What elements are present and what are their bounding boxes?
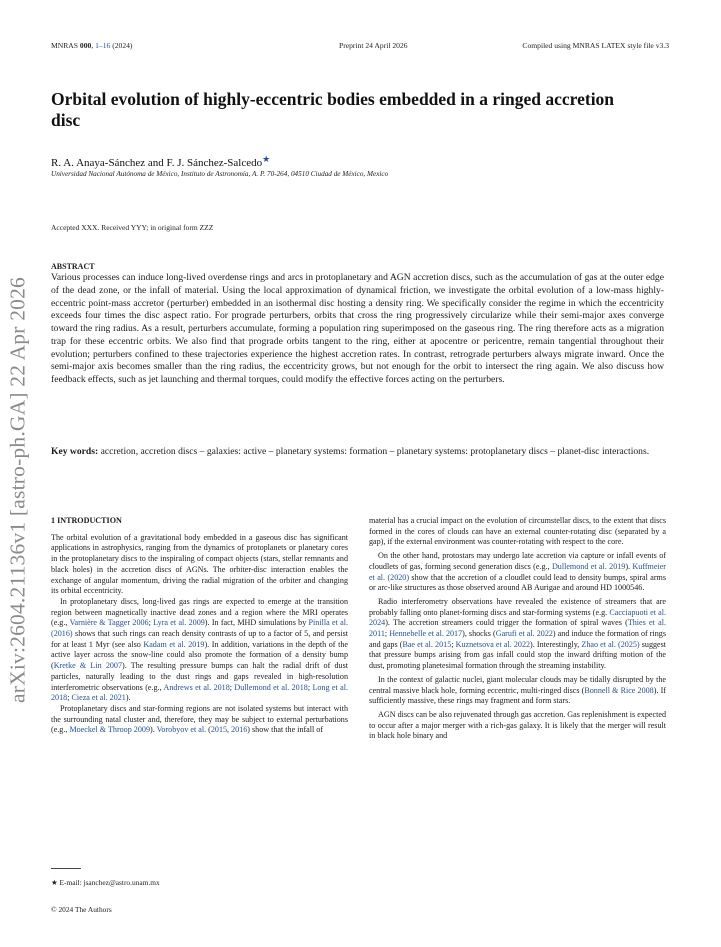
intro-paragraph-3: Protoplanetary discs and star-forming regions are not isolated systems but interact with the surrounding natal cluster and, therefore, they may be subject to external perturbations (e.g., Moeckel & Throop 2009). Vorobyov et al. (2015, 2016) show that the infall of	[51, 703, 348, 735]
footnote-rule	[51, 868, 81, 869]
citation-link[interactable]: Dullemond et al. 2019	[551, 561, 626, 571]
intro-paragraph-3-cont: material has a crucial impact on the evolution of circumstellar discs, to the extent that discs formed in the cores of clouds can have an external counter-rotating disc (separated by a gap), if the external environment was counter-rotating with respect to the core.	[369, 516, 666, 547]
intro-paragraph-1: The orbital evolution of a gravitational body embedded in a gaseous disc has significant applications in astrophysics, ranging from the dynamics of protoplanets or planetary cores in the protoplanetary discs to the inspiraling of compact objects (stars, stellar remnants and black holes) in the accretion discs of AGNs. The orbiter-disc interaction enables the exchange of angular momentum, driving the radial migration of the orbiter and changing its orbital eccentricity.	[51, 532, 348, 596]
citation-link[interactable]: Vorobyov et al.	[156, 725, 207, 735]
column-right	[369, 516, 666, 742]
citation-link[interactable]: Varnière & Tagger 2006	[69, 618, 149, 628]
keywords-label: Key words:	[51, 446, 99, 457]
footnote-mark: ★	[51, 878, 58, 887]
running-header-journal	[51, 41, 132, 50]
pages-link[interactable]: 1–16	[95, 41, 111, 50]
intro-paragraph-7: AGN discs can be also rejuvenated through gas accretion. Gas replenishment is expected to occur after a major merger with a rich-gas galaxy. It is likely that the merger will result in black hole binary and	[369, 709, 666, 741]
citation-link[interactable]: Pinilla et al. (2016)	[51, 618, 348, 639]
citation-link[interactable]: 2016	[231, 725, 248, 735]
author-footnote-mark[interactable]: ★	[262, 154, 271, 164]
citation-link[interactable]: Garufi et al. 2022	[495, 629, 553, 639]
citation-link[interactable]: Bae et al. 2015	[402, 639, 452, 649]
keywords-list: accretion, accretion discs – galaxies: active – planetary systems: formation – planetary systems: protoplanetary discs – planet-disc interactions.	[98, 446, 650, 457]
citation-link[interactable]: Zhao et al. (2025)	[581, 639, 640, 649]
footnote-email	[51, 878, 160, 887]
abstract-heading: ABSTRACT	[51, 262, 95, 271]
section-heading-introduction: 1 INTRODUCTION	[51, 516, 122, 525]
running-header-compiled: Compiled using MNRAS LATEX style file v3.3	[522, 41, 669, 50]
submission-dates: Accepted XXX. Received YYY; in original form ZZZ	[51, 223, 214, 232]
citation-link[interactable]: Cieza et al. 2021	[71, 693, 126, 703]
citation-link[interactable]: Moeckel & Throop 2009	[69, 725, 150, 735]
abstract-text: Various processes can induce long-lived overdense rings and arcs in protoplanetary and AGN accretion discs, such as the accumulation of gas at the outer edge of the dead zone, or the infall of material. Using the local approximation of dynamical friction, we investigate the orbital evolution of a low-mass highly-eccentric point-mass accretor (perturber) embedded in an isothermal disc hosting a density ring. We specifically consider the regime in which the eccentricity exceeds four times the disc aspect ratio. For prograde perturbers, orbits that cross the ring progressively circularize while their semi-major axes converge toward the ring radius. As a result, perturbers accumulate, forming a population ring superimposed on the gaseous ring. The ring therefore acts as a migration trap for these eccentric orbits. We also find that prograde orbits tangent to the ring, either at apocentre or pericentre, remain tangential throughout their evolution; perturbers confined to these trajectories experience the highest accretion rates. In contrast, retrograde perturbers always migrate inward. Once the semi-major axis becomes smaller than the ring radius, the eccentricity grows, but not enough for the orbit to intersect the ring again. We also discuss how feedback effects, such as jet launching and thermal torques, could modify the effective forces acting on the perturbers.	[51, 272, 664, 385]
intro-paragraph-5: Radio interferometry observations have revealed the existence of streamers that are probably falling onto planet-forming discs and star-forming systems (e.g. Cacciapuoti et al. 2024). The accretion streamers could trigger the formation of spiral waves (Thies et al. 2011; Hennebelle et al. 2017), shocks (Garufi et al. 2022) and induce the formation of rings and gaps (Bae et al. 2015; Kuznetsova et al. 2022). Interestingly, Zhao et al. (2025) suggest that pressure bumps arising from gas infall could stop the inward drifting motion of the dust, promoting planetesimal formation through the streaming instability.	[369, 596, 667, 671]
journal-name: MNRAS	[51, 41, 80, 50]
paper-title: Orbital evolution of highly-eccentric bodies embedded in a ringed accretion disc	[51, 89, 615, 130]
intro-paragraph-2: In protoplanetary discs, long-lived gas rings are expected to emerge at the transition region between magnetically inactive dead zones and a region where the MRI operates (e.g., Varnière & Tagger 2006; Lyra et al. 2009). In fact, MHD simulations by Pinilla et al. (2016) shows that such rings can reach density contrasts of up to a factor of 5, and persist for at least 1 Myr (see also Kadam et al. 2019). In addition, variations in the depth of the active layer across the snow-line could also promote the formation of a density bump (Kretke & Lin 2007). The resulting pressure bumps can halt the radial drift of dust particles, naturally leading to the dust rings and gaps revealed in high-resolution interferometric observations (e.g., Andrews et al. 2018; Dullemond et al. 2018; Long et al. 2018; Cieza et al. 2021).	[51, 596, 348, 703]
citation-link[interactable]: Andrews et al. 2018	[163, 682, 230, 692]
citation-link[interactable]: Kadam et al. 2019	[143, 639, 205, 649]
author-list	[51, 154, 270, 169]
citation-link[interactable]: Hennebelle et al. 2017	[389, 629, 463, 639]
journal-year: (2024)	[110, 41, 133, 50]
journal-volume: 000	[79, 41, 92, 50]
citation-link[interactable]: Long et al. 2018	[51, 682, 348, 703]
citation-link[interactable]: Cacciapuoti et al. 2024	[369, 607, 666, 628]
copyright: © 2024 The Authors	[51, 905, 112, 914]
arxiv-stamp-text: arXiv:2604.21136v1 [astro-ph.GA] 22 Apr 2026	[5, 276, 30, 704]
citation-link[interactable]: Kuznetsova et al. 2022	[455, 639, 531, 649]
citation-link[interactable]: Lyra et al. 2009	[153, 618, 205, 628]
citation-link[interactable]: Thies et al. 2011	[369, 618, 667, 639]
citation-link[interactable]: 2015	[210, 725, 228, 735]
column-left	[51, 516, 348, 736]
running-header-preprint: Preprint 24 April 2026	[339, 41, 408, 50]
footnote-text: E-mail: jsanchez@astro.unam.mx	[57, 878, 160, 887]
citation-link[interactable]: Bonnell & Rice 2008	[584, 685, 654, 695]
citation-link[interactable]: Dullemond et al. 2018	[234, 682, 308, 692]
author-names: R. A. Anaya-Sánchez and F. J. Sánchez-Salcedo	[51, 157, 263, 169]
pages-separator: ,	[91, 41, 96, 50]
citation-link[interactable]: Kuffmeier et al. (2020)	[369, 561, 666, 582]
citation-link[interactable]: Kretke & Lin 2007	[53, 661, 123, 671]
intro-paragraph-6: In the context of galactic nuclei, giant molecular clouds may be tidally disrupted by the central massive black hole, forming eccentric, multi-ringed discs (Bonnell & Rice 2008). If sufficiently massive, these rings may fragment and form stars.	[369, 674, 666, 706]
intro-paragraph-4: On the other hand, protostars may undergo late accretion via capture or infall events of cloudlets of gas, forming second generation discs (e.g., Dullemond et al. 2019). Kuffmeier et al. (2020) show that the accretion of a cloudlet could lead to density bumps, spiral arms or arc-like structures as those observed around AB Aurigae and around HD 1000546.	[369, 551, 666, 593]
keywords	[51, 446, 664, 459]
affiliation: Universidad Nacional Autónoma de México, Instituto de Astronomía, A. P. 70-264, 04510 Ciudad de México, Mexico	[51, 170, 389, 178]
